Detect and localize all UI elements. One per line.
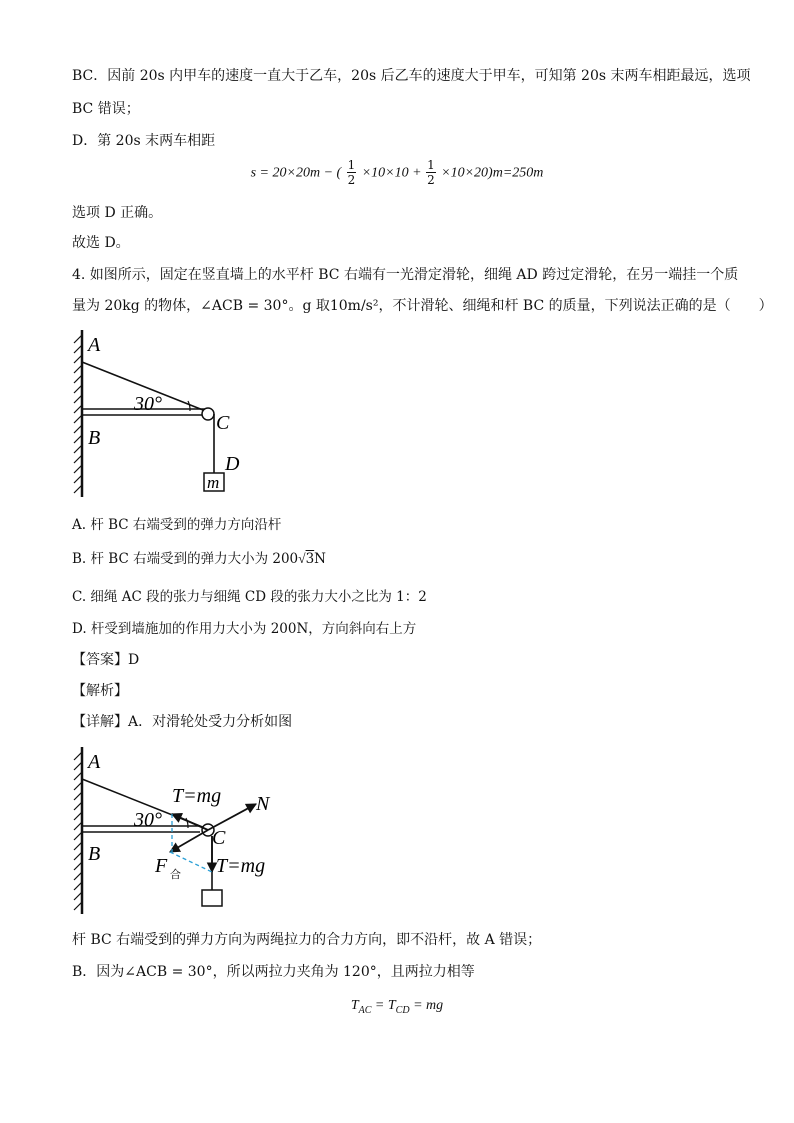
arrow-t-ac — [172, 814, 208, 830]
label-F-sub: 合 — [170, 868, 181, 881]
option-c: C. 细绳 AC 段的张力与细绳 CD 段的张力大小之比为 1：2 — [72, 589, 427, 605]
label-angle: 30° — [134, 393, 162, 415]
mass-block-2 — [202, 890, 222, 906]
paragraph-choose-d: 故选 D。 — [72, 235, 130, 251]
arrow-f-resultant — [170, 830, 208, 852]
label-A-2: A — [88, 751, 101, 773]
question-4-line-1: 4. 如图所示，固定在竖直墙上的水平杆 BC 右端有一光滑定滑轮，细绳 AD 跨过定滑轮，在另一端挂一个质 — [72, 267, 739, 283]
pulley — [202, 408, 214, 420]
label-B-2: B — [88, 843, 101, 865]
label-N: N — [256, 793, 270, 815]
label-T-lower: T=mg — [216, 855, 266, 877]
paragraph-bc: BC．因前 20s 内甲车的速度一直大于乙车，20s 后乙车的速度大于甲车，可知第 20s 末两车相距最远，选项 — [72, 68, 751, 84]
eq1-mid: ×10×10 + — [361, 165, 426, 181]
label-C-2: C — [212, 827, 226, 849]
label-C: C — [216, 412, 230, 434]
figure-wall-pulley — [60, 325, 260, 505]
analysis-heading: 【解析】 — [72, 683, 128, 699]
question-4-line-2: 量为 20kg 的物体，∠ACB = 30°。g 取10m/s²，不计滑轮、细绳和杆 BC 的质量，下列说法正确的是（ ） — [72, 298, 773, 314]
eq1-rhs: ×10×20)m=250m — [441, 165, 544, 181]
label-angle-2: 30° — [134, 809, 162, 831]
label-F: F — [155, 855, 168, 877]
option-d: D. 杆受到墙施加的作用力大小为 200N，方向斜向右上方 — [72, 621, 417, 637]
label-A: A — [88, 334, 101, 356]
figure-force-analysis — [60, 742, 300, 922]
paragraph-rod-force: 杆 BC 右端受到的弹力方向为两绳拉力的合力方向，即不沿杆，故 A 错误； — [72, 932, 542, 948]
equation-distance — [0, 158, 794, 187]
answer: 【答案】D — [72, 652, 140, 668]
label-T-upper: T=mg — [172, 785, 222, 807]
paragraph-d: D．第 20s 末两车相距 — [72, 133, 216, 149]
label-B: B — [88, 427, 101, 449]
paragraph-bc-cont: BC 错误； — [72, 101, 140, 117]
eq1-frac-2: $\frac{1}{2}$ — [427, 158, 435, 187]
detail-a: 【详解】A．对滑轮处受力分析如图 — [72, 714, 293, 730]
paragraph-d-correct: 选项 D 正确。 — [72, 205, 163, 221]
paragraph-b: B．因为∠ACB = 30°，所以两拉力夹角为 120°，且两拉力相等 — [72, 964, 475, 980]
equation-tension: $T_{AC} = T_{CD}$ = mg — [350, 998, 444, 1016]
option-a: A. 杆 BC 右端受到的弹力方向沿杆 — [72, 517, 282, 533]
eq1-lhs: s = 20×20m − ( — [250, 165, 342, 181]
label-D: D — [225, 453, 240, 475]
option-b: B. 杆 BC 右端受到的弹力大小为 200√3N — [72, 551, 326, 567]
eq1-frac-1: $\frac{1}{2}$ — [347, 158, 356, 187]
label-m: m — [207, 473, 220, 492]
